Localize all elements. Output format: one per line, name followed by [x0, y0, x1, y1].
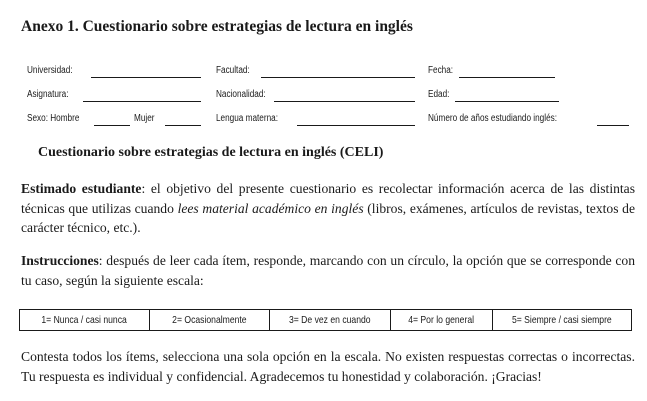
- sexo-hombre-field[interactable]: [27, 110, 91, 124]
- anios-estudiando-label: Número de años estudiando inglés:: [428, 113, 558, 124]
- scale-option-5-label: 5= Siempre / casi siempre: [512, 314, 612, 326]
- scale-option-3-label: 3= De vez en cuando: [289, 314, 371, 326]
- instructions-lead: Instrucciones: [21, 253, 99, 268]
- form-row-2: [27, 86, 637, 102]
- fecha-field[interactable]: [428, 62, 459, 76]
- facultad-label: Facultad:: [216, 65, 250, 76]
- scale-option-4-label: 4= Por lo general: [408, 314, 475, 326]
- scale-option-1: [20, 310, 150, 330]
- scale-option-2-label: 2= Ocasionalmente: [172, 314, 247, 326]
- asignatura-line[interactable]: [83, 101, 201, 102]
- instructions-text: : después de leer cada ítem, responde, marcando con un círculo, la opción que se corresponde con tu caso, según la siguiente escala:: [21, 253, 635, 288]
- universidad-line[interactable]: [91, 77, 201, 78]
- anios-estudiando-field[interactable]: [428, 110, 585, 124]
- mujer-line[interactable]: [165, 125, 201, 126]
- anios-estudiando-line[interactable]: [597, 125, 629, 126]
- sexo-hombre-label: Sexo: Hombre: [27, 113, 80, 124]
- intro-paragraph: [21, 179, 635, 238]
- nacionalidad-label: Nacionalidad:: [216, 89, 266, 100]
- intro-text-after: (libros, exámenes, artículos de revistas, textos de carácter técnico, etc.).: [21, 200, 635, 235]
- form-row-3: [27, 110, 637, 126]
- scale-option-2: [150, 310, 270, 330]
- edad-field[interactable]: [428, 86, 454, 100]
- facultad-field[interactable]: [216, 62, 257, 76]
- scale-option-5: [493, 310, 631, 330]
- mujer-field[interactable]: [134, 110, 159, 124]
- scale-option-4: [391, 310, 493, 330]
- mujer-label: Mujer: [134, 113, 155, 124]
- scale-table: [19, 309, 632, 331]
- intro-lead: Estimado estudiante: [21, 181, 142, 196]
- form-row-1: [27, 62, 637, 78]
- annex-title: Anexo 1. Cuestionario sobre estrategias de lectura en inglés: [21, 18, 413, 35]
- fecha-label: Fecha:: [428, 65, 454, 76]
- intro-emphasis: lees material académico en inglés: [177, 200, 364, 216]
- intro-text-before: : el objetivo del presente cuestionario es recolectar información acerca de las distintas técnicas que utilizas cuando: [21, 181, 635, 216]
- scale-option-1-label: 1= Nunca / casi nunca: [41, 314, 128, 326]
- asignatura-field[interactable]: [27, 86, 78, 100]
- scale-option-3: [270, 310, 390, 330]
- edad-line[interactable]: [455, 101, 559, 102]
- instructions-paragraph: [21, 251, 635, 290]
- asignatura-label: Asignatura:: [27, 89, 69, 100]
- lengua-materna-line[interactable]: [297, 125, 415, 126]
- universidad-label: Universidad:: [27, 65, 73, 76]
- nacionalidad-line[interactable]: [274, 101, 415, 102]
- nacionalidad-field[interactable]: [216, 86, 277, 100]
- closing-paragraph: Contesta todos los ítems, selecciona una sola opción en la escala. No existen respuestas correctas o incorrectas. Tu respuesta es individual y confidencial. Agradecemos tu honestidad y colaboración. ¡Gracias!: [21, 349, 635, 384]
- celi-title: Cuestionario sobre estrategias de lectura en inglés (CELI): [38, 145, 384, 160]
- lengua-materna-label: Lengua materna:: [216, 113, 279, 124]
- fecha-line[interactable]: [459, 77, 555, 78]
- lengua-materna-field[interactable]: [216, 110, 292, 124]
- facultad-line[interactable]: [261, 77, 415, 78]
- edad-label: Edad:: [428, 89, 450, 100]
- hombre-line[interactable]: [94, 125, 130, 126]
- universidad-field[interactable]: [27, 62, 83, 76]
